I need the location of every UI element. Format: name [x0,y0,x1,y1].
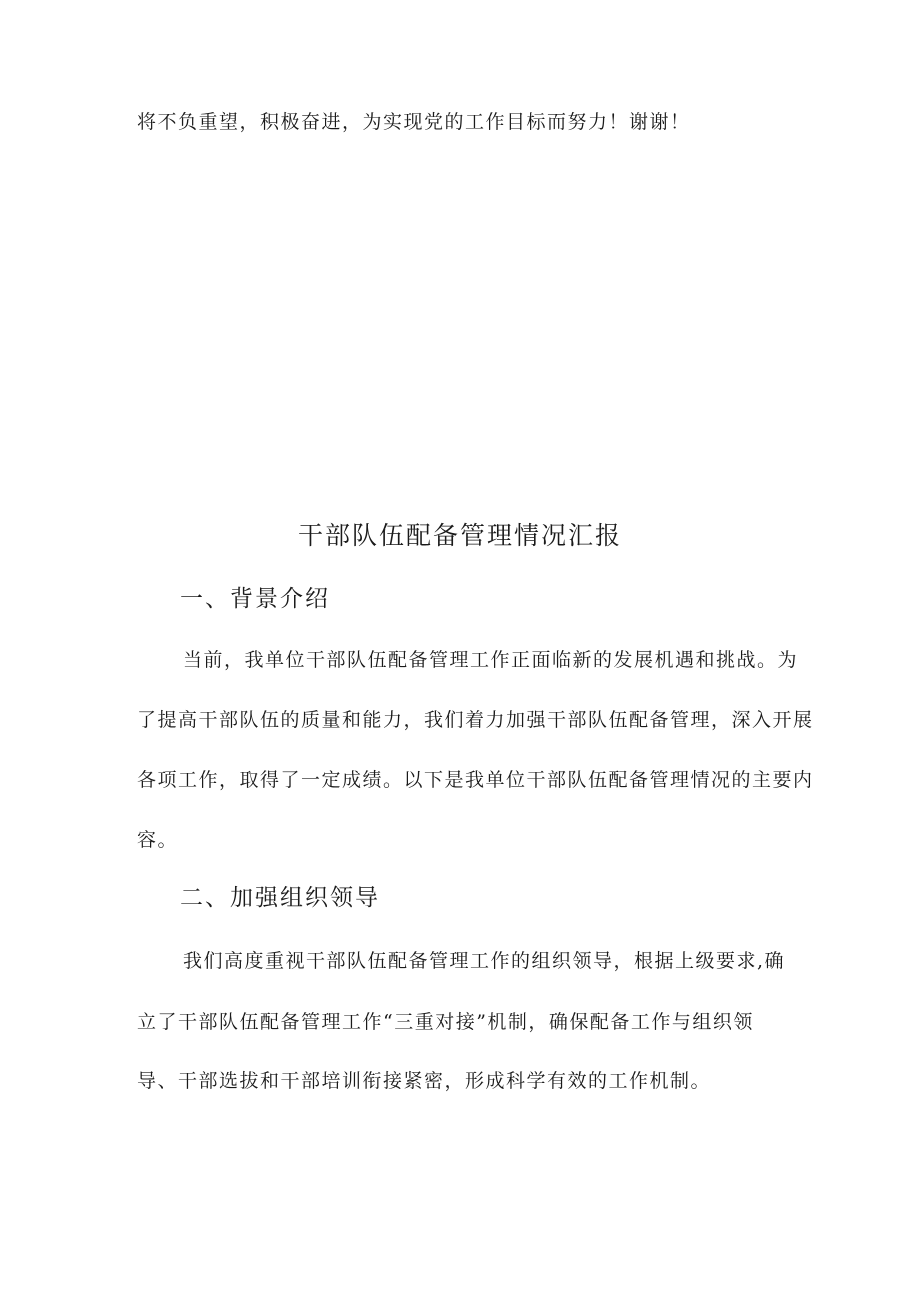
section-heading-leadership: 二、加强组织领导 [180,885,380,911]
paragraph-line: 我们高度重视干部队伍配备管理工作的组织领导，根据上级要求,确 [183,950,786,972]
paragraph-line: 容。 [137,829,179,851]
paragraph-line: 各项工作，取得了一定成绩。以下是我单位干部队伍配备管理情况的主要内 [137,769,814,791]
closing-line: 将不负重望，积极奋进，为实现党的工作目标而努力！谢谢！ [137,111,691,133]
paragraph-line: 当前，我单位干部队伍配备管理工作正面临新的发展机遇和挑战。为 [183,649,799,671]
paragraph-line: 导、干部选拔和干部培训衔接紧密，形成科学有效的工作机制。 [137,1070,712,1092]
paragraph-line: 立了干部队伍配备管理工作“三重对接”机制，确保配备工作与组织领 [137,1011,754,1033]
section-heading-background: 一、背景介绍 [180,586,330,612]
paragraph-line: 了提高干部队伍的质量和能力，我们着力加强干部队伍配备管理，深入开展 [137,709,814,731]
report-title: 干部队伍配备管理情况汇报 [297,521,622,550]
